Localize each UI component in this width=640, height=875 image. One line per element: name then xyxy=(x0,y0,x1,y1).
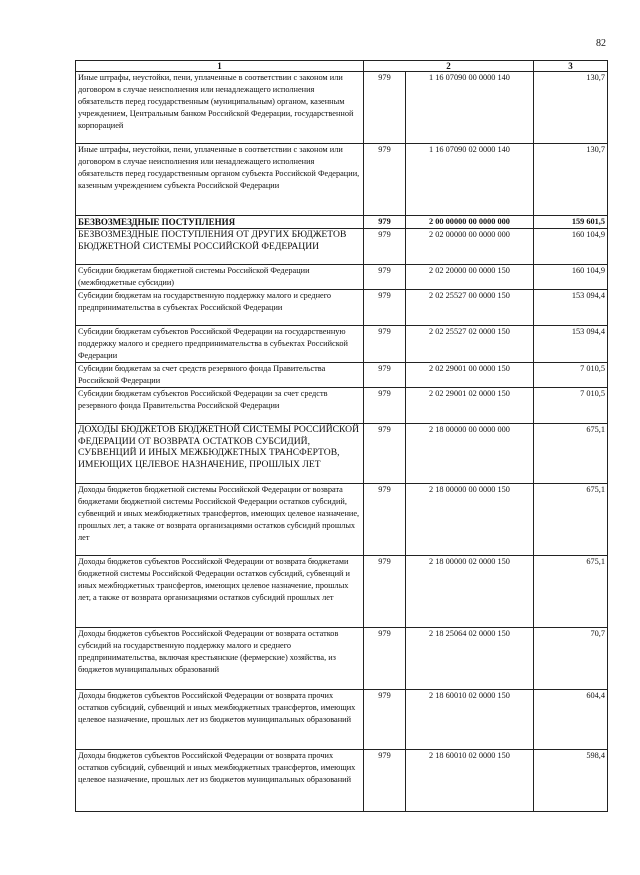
row-org-code: 979 xyxy=(364,326,406,363)
row-budget-code: 2 00 00000 00 0000 000 xyxy=(406,216,534,229)
table-row xyxy=(76,424,608,484)
row-name: Субсидии бюджетам за счет средств резервного фонда Правительства Российской Федерации xyxy=(76,363,364,388)
row-name: Доходы бюджетов субъектов Российской Федерации от возврата бюджетами бюджетной системы Российской Федерации остатков субсидий, субвенций и иных межбюджетных трансфертов, имеющих целевое назначение, прошлых лет, а также от возврата организациями остатков субсидий прошлых лет xyxy=(76,556,364,628)
row-name: Доходы бюджетов субъектов Российской Федерации от возврата прочих остатков субсидий, субвенций и иных межбюджетных трансфертов, имеющих целевое назначение, прошлых лет из бюджетов муниципальных образований xyxy=(76,750,364,812)
row-org-code: 979 xyxy=(364,484,406,556)
row-org-code: 979 xyxy=(364,690,406,750)
row-name: Субсидии бюджетам субъектов Российской Федерации за счет средств резервного фонда Правительства Российской Федерации xyxy=(76,388,364,424)
table-row xyxy=(76,484,608,556)
row-org-code: 979 xyxy=(364,388,406,424)
row-sum: 7 010,5 xyxy=(534,388,608,424)
row-budget-code: 2 18 00000 00 0000 000 xyxy=(406,424,534,484)
table-row xyxy=(76,628,608,690)
row-name: Доходы бюджетов субъектов Российской Федерации от возврата остатков субсидий на государственную поддержку малого и среднего предпринимательства, включая крестьянские (фермерские) хозяйства, из бюджетов муниципальных образований xyxy=(76,628,364,690)
row-name: Иные штрафы, неустойки, пени, уплаченные в соответствии с законом или договором в случае неисполнения или ненадлежащего исполнения обязательств перед государственным (муниципальным) органом, казенным учреждением, Центральным банком Российской Федерации, государственной корпорацией xyxy=(76,72,364,144)
row-org-code: 979 xyxy=(364,265,406,290)
row-org-code: 979 xyxy=(364,424,406,484)
row-org-code: 979 xyxy=(364,628,406,690)
table-row xyxy=(76,290,608,326)
row-budget-code: 2 02 00000 00 0000 000 xyxy=(406,229,534,265)
row-sum: 160 104,9 xyxy=(534,229,608,265)
row-budget-code: 2 02 25527 02 0000 150 xyxy=(406,326,534,363)
row-sum: 604,4 xyxy=(534,690,608,750)
table-row xyxy=(76,750,608,812)
table-row xyxy=(76,363,608,388)
row-org-code: 979 xyxy=(364,750,406,812)
row-name: Доходы бюджетов субъектов Российской Федерации от возврата прочих остатков субсидий, субвенций и иных межбюджетных трансфертов, имеющих целевое назначение, прошлых лет из бюджетов муниципальных образований xyxy=(76,690,364,750)
row-sum: 159 601,5 xyxy=(534,216,608,229)
row-sum: 130,7 xyxy=(534,72,608,144)
table-row xyxy=(76,216,608,229)
row-budget-code: 2 18 60010 02 0000 150 xyxy=(406,750,534,812)
row-org-code: 979 xyxy=(364,556,406,628)
row-sum: 598,4 xyxy=(534,750,608,812)
row-name: Доходы бюджетов бюджетной системы Российской Федерации от возврата бюджетами бюджетной системы Российской Федерации остатков субсидий, субвенций и иных межбюджетных трансфертов, имеющих целевое назначение, прошлых лет, а также от возврата организациями остатков субсидий прошлых лет xyxy=(76,484,364,556)
budget-table xyxy=(75,60,608,812)
header-col-3: 3 xyxy=(534,61,608,72)
row-name: Субсидии бюджетам на государственную поддержку малого и среднего предпринимательства в субъектах Российской Федерации xyxy=(76,290,364,326)
header-col-2: 2 xyxy=(364,61,534,72)
row-budget-code: 2 02 20000 00 0000 150 xyxy=(406,265,534,290)
table-row xyxy=(76,144,608,216)
row-name: Субсидии бюджетам субъектов Российской Федерации на государственную поддержку малого и среднего предпринимательства в субъектах Российской Федерации xyxy=(76,326,364,363)
row-budget-code: 1 16 07090 00 0000 140 xyxy=(406,72,534,144)
row-budget-code: 2 18 00000 00 0000 150 xyxy=(406,484,534,556)
row-budget-code: 2 18 00000 02 0000 150 xyxy=(406,556,534,628)
row-org-code: 979 xyxy=(364,72,406,144)
row-sum: 70,7 xyxy=(534,628,608,690)
row-org-code: 979 xyxy=(364,216,406,229)
row-sum: 7 010,5 xyxy=(534,363,608,388)
table-row xyxy=(76,229,608,265)
row-org-code: 979 xyxy=(364,144,406,216)
page-number: 82 xyxy=(596,38,606,49)
table-row xyxy=(76,265,608,290)
row-sum: 130,7 xyxy=(534,144,608,216)
row-sum: 675,1 xyxy=(534,484,608,556)
row-org-code: 979 xyxy=(364,290,406,326)
row-budget-code: 1 16 07090 02 0000 140 xyxy=(406,144,534,216)
row-budget-code: 2 02 29001 02 0000 150 xyxy=(406,388,534,424)
table-row xyxy=(76,326,608,363)
row-name: ДОХОДЫ БЮДЖЕТОВ БЮДЖЕТНОЙ СИСТЕМЫ РОССИЙСКОЙ ФЕДЕРАЦИИ ОТ ВОЗВРАТА ОСТАТКОВ СУБСИДИЙ, СУБВЕНЦИЙ И ИНЫХ МЕЖБЮДЖЕТНЫХ ТРАНСФЕРТОВ, ИМЕЮЩИХ ЦЕЛЕВОЕ НАЗНАЧЕНИЕ, ПРОШЛЫХ ЛЕТ xyxy=(76,424,364,484)
table-header-row xyxy=(76,61,608,72)
row-sum: 675,1 xyxy=(534,556,608,628)
row-name: БЕЗВОЗМЕЗДНЫЕ ПОСТУПЛЕНИЯ ОТ ДРУГИХ БЮДЖЕТОВ БЮДЖЕТНОЙ СИСТЕМЫ РОССИЙСКОЙ ФЕДЕРАЦИИ xyxy=(76,229,364,265)
table-row xyxy=(76,72,608,144)
row-sum: 153 094,4 xyxy=(534,326,608,363)
row-sum: 675,1 xyxy=(534,424,608,484)
row-org-code: 979 xyxy=(364,363,406,388)
row-budget-code: 2 02 29001 00 0000 150 xyxy=(406,363,534,388)
row-sum: 160 104,9 xyxy=(534,265,608,290)
row-budget-code: 2 18 60010 02 0000 150 xyxy=(406,690,534,750)
table-row xyxy=(76,690,608,750)
header-col-1: 1 xyxy=(76,61,364,72)
row-budget-code: 2 02 25527 00 0000 150 xyxy=(406,290,534,326)
row-budget-code: 2 18 25064 02 0000 150 xyxy=(406,628,534,690)
row-org-code: 979 xyxy=(364,229,406,265)
row-sum: 153 094,4 xyxy=(534,290,608,326)
row-name: Иные штрафы, неустойки, пени, уплаченные в соответствии с законом или договором в случае неисполнения или ненадлежащего исполнения обязательств перед государственным органом субъекта Российской Федерации, казенным учреждением субъекта Российской Федерации xyxy=(76,144,364,216)
row-name: Субсидии бюджетам бюджетной системы Российской Федерации (межбюджетные субсидии) xyxy=(76,265,364,290)
table-row xyxy=(76,556,608,628)
table-row xyxy=(76,388,608,424)
row-name: БЕЗВОЗМЕЗДНЫЕ ПОСТУПЛЕНИЯ xyxy=(76,216,364,229)
